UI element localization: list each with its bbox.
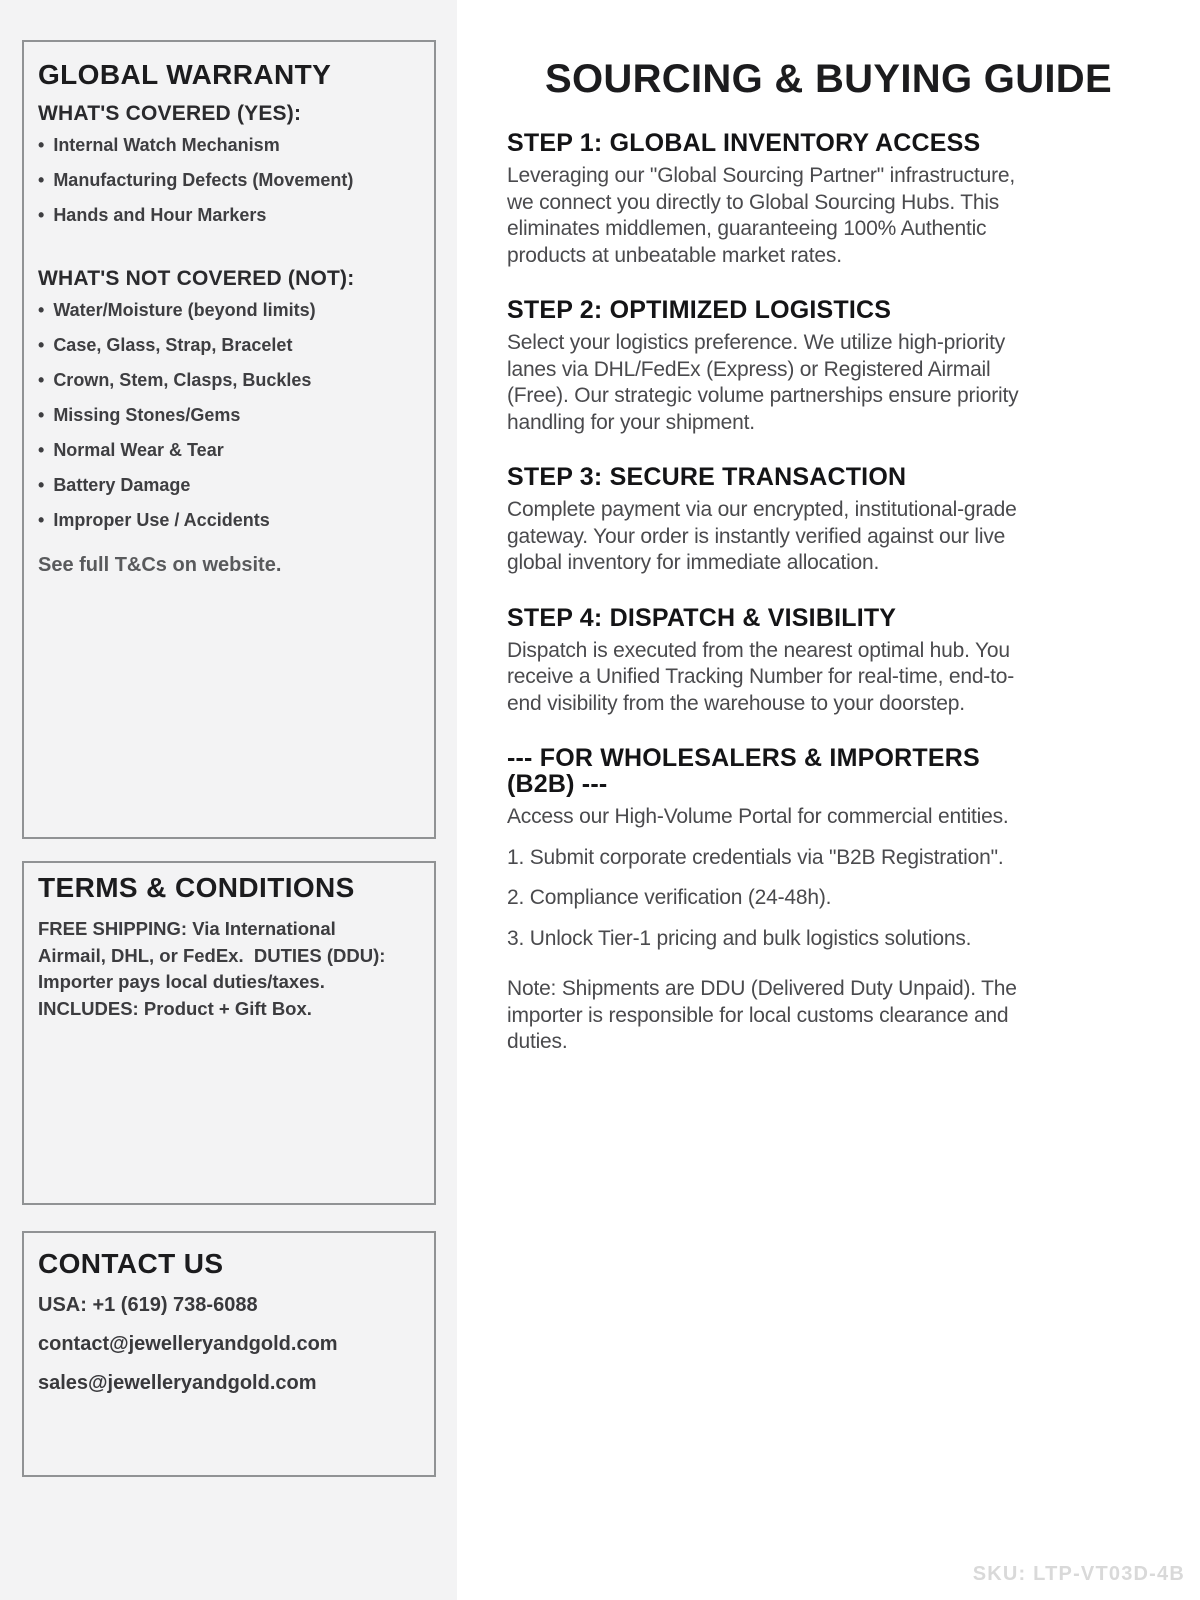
b2b-note: Note: Shipments are DDU (Delivered Duty Unpaid). The importer is responsible for local customs clearance and duties. [507, 977, 1017, 1053]
b2b-item: 2. Compliance verification (24-48h). [507, 886, 832, 909]
list-item-label: Water/Moisture (beyond limits) [53, 300, 316, 320]
list-item-label: Case, Glass, Strap, Bracelet [53, 335, 293, 355]
step-heading: STEP 3: SECURE TRANSACTION [507, 463, 907, 491]
bullet-icon: • [38, 335, 45, 355]
main-column [457, 0, 1200, 1600]
terms-title: TERMS & CONDITIONS [38, 872, 355, 903]
step-section [507, 130, 1022, 269]
list-item-label: Manufacturing Defects (Movement) [53, 170, 354, 190]
b2b-item: 1. Submit corporate credentials via "B2B Registration". [507, 845, 1004, 869]
bullet-icon: • [38, 170, 45, 190]
list-item [38, 509, 420, 531]
step-heading: STEP 4: DISPATCH & VISIBILITY [507, 603, 897, 632]
step-body: Dispatch is executed from the nearest optimal hub. You receive a Unified Tracking Number for real-time, end-to-end visibility from the warehouse to your doorstep. [507, 638, 1015, 715]
step-heading: STEP 1: GLOBAL INVENTORY ACCESS [507, 129, 981, 157]
step-heading: STEP 2: OPTIMIZED LOGISTICS [507, 296, 892, 324]
step-body: Complete payment via our encrypted, institutional-grade gateway. Your order is instantly verified against our live global inventory for immediate allocation. [507, 498, 1017, 574]
step-body: Leveraging our "Global Sourcing Partner" infrastructure, we connect you directly to Global Sourcing Hubs. This eliminates middlemen, guaranteeing 100% Authentic products at unbeatable market rates. [507, 164, 1015, 267]
b2b-heading: --- FOR WHOLESALERS & IMPORTERS (B2B) --- [507, 744, 980, 798]
contact-card [22, 1231, 436, 1477]
b2b-items [507, 845, 1022, 953]
covered-heading: WHAT'S COVERED (YES): [38, 102, 302, 125]
warranty-card [22, 40, 436, 839]
not-covered-list [38, 299, 420, 531]
list-item [38, 204, 420, 226]
terms-card [22, 861, 436, 1205]
list-item-label: Internal Watch Mechanism [53, 135, 280, 155]
b2b-section [507, 745, 1022, 1056]
bullet-icon: • [38, 475, 45, 495]
list-item [38, 334, 420, 356]
bullet-icon: • [38, 405, 45, 425]
bullet-icon: • [38, 510, 45, 530]
contact-line: USA: +1 (619) 738-6088 [38, 1294, 258, 1316]
step-section [507, 605, 1022, 718]
step-section [507, 464, 1022, 577]
list-item-label: Hands and Hour Markers [53, 205, 267, 225]
terms-body: FREE SHIPPING: Via International Airmail, DHL, or FedEx. DUTIES (DDU): Importer pays local duties/taxes. INCLUDES: Product + Gift Box. [38, 918, 391, 1019]
list-item [38, 474, 420, 496]
list-item [38, 134, 420, 156]
sku-label: SKU: LTP-VT03D-4B [972, 1563, 1185, 1585]
b2b-item: 3. Unlock Tier-1 pricing and bulk logistics solutions. [507, 926, 972, 950]
contact-line: sales@jewelleryandgold.com [38, 1372, 317, 1394]
guide-content [507, 130, 1022, 1056]
list-item [38, 299, 420, 321]
bullet-icon: • [38, 205, 45, 225]
b2b-intro: Access our High-Volume Portal for commercial entities. [507, 805, 1009, 828]
covered-list [38, 134, 420, 226]
warranty-footnote: See full T&Cs on website. [38, 554, 282, 576]
list-item [38, 439, 420, 461]
not-covered-heading: WHAT'S NOT COVERED (NOT): [38, 267, 355, 290]
list-item-label: Normal Wear & Tear [53, 440, 224, 460]
step-body: Select your logistics preference. We utilize high-priority lanes via DHL/FedEx (Express) or Registered Airmail (Free). Our strategic volume partnerships ensure priority handling for your shipment. [507, 331, 1019, 434]
bullet-icon: • [38, 135, 45, 155]
steps-list [507, 130, 1022, 717]
contact-title: CONTACT US [38, 1248, 224, 1279]
sidebar [0, 0, 457, 1600]
contact-line: contact@jewelleryandgold.com [38, 1333, 338, 1355]
warranty-title: GLOBAL WARRANTY [38, 59, 332, 90]
list-item [38, 369, 420, 391]
contact-lines [38, 1294, 420, 1394]
list-item-label: Improper Use / Accidents [53, 510, 270, 530]
bullet-icon: • [38, 440, 45, 460]
list-item-label: Crown, Stem, Clasps, Buckles [53, 370, 312, 390]
bullet-icon: • [38, 300, 45, 320]
bullet-icon: • [38, 370, 45, 390]
list-item [38, 169, 420, 191]
step-section [507, 297, 1022, 436]
list-item-label: Missing Stones/Gems [53, 405, 241, 425]
list-item [38, 404, 420, 426]
page-title: SOURCING & BUYING GUIDE [545, 57, 1112, 101]
list-item-label: Battery Damage [53, 475, 191, 495]
